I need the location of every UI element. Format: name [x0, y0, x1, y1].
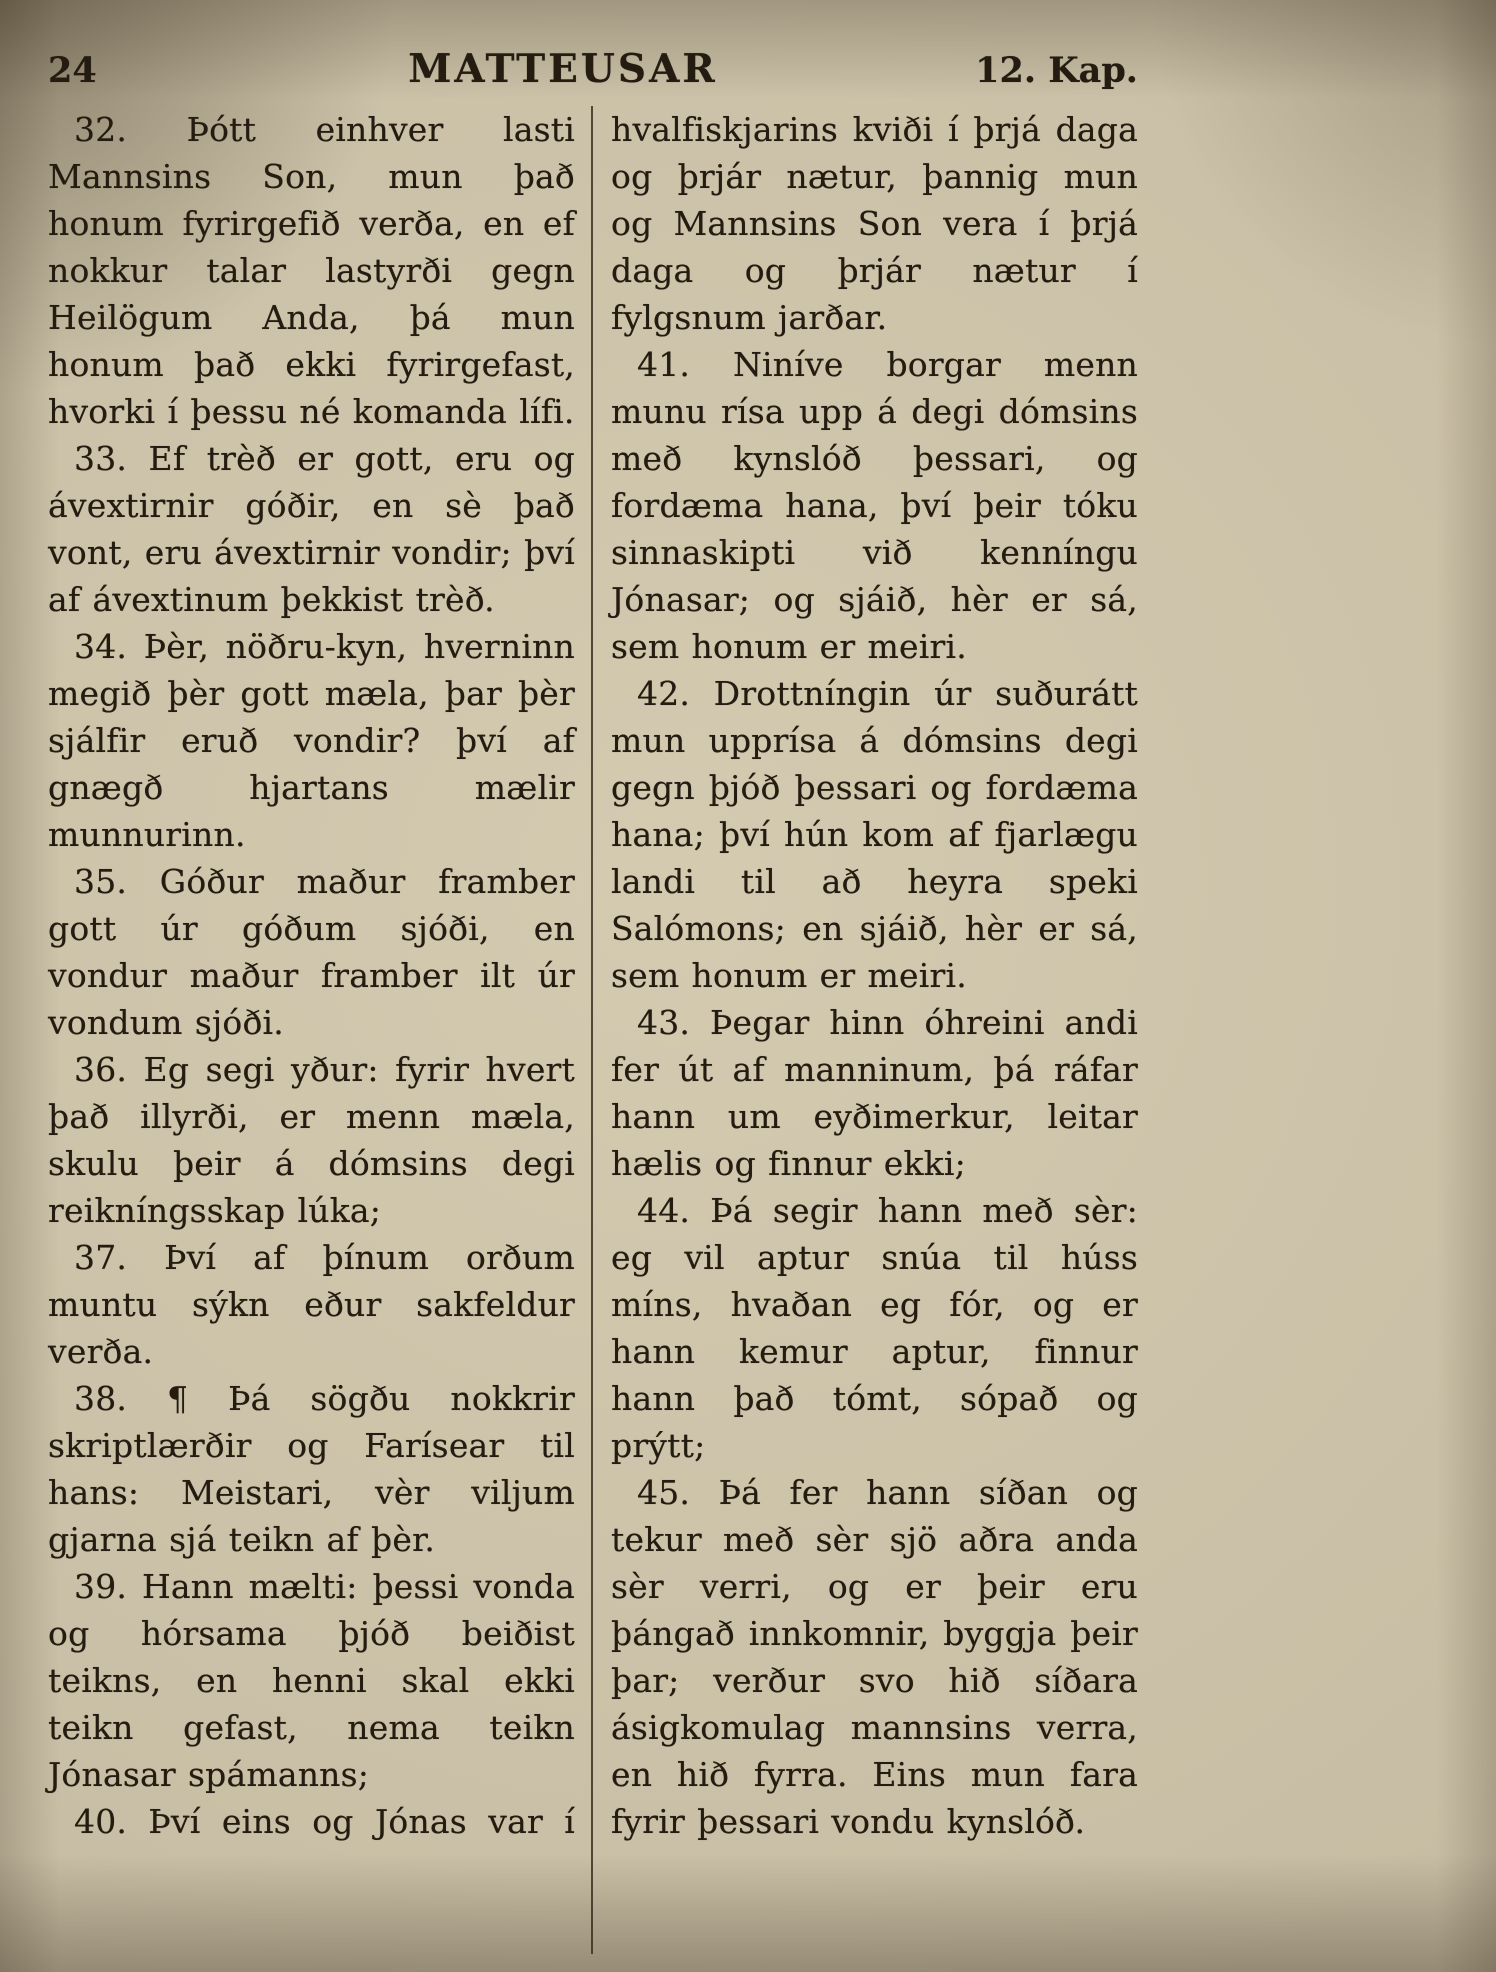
verse-35: 35. Góður maður framber gott úr góðum sjóði, en vondur maður framber ilt úr vondum sjóði. — [48, 862, 575, 1042]
page-title: MATTEUSAR — [408, 46, 718, 92]
verse-45: 45. Þá fer hann síðan og tekur með sèr sjö aðra anda sèr verri, og er þeir eru þángað innkomnir, byggja þeir þar; verður svo hið síðara ásigkomulag mannsins verra, en hið fyrra. Eins mun fara fyrir þessari vondu kynslóð. — [611, 1473, 1138, 1841]
verse-32: 32. Þótt einhver lasti Mannsins Son, mun það honum fyrirgefið verða, en ef nokkur talar lastyrði gegn Heilögum Anda, þá mun honum það ekki fyrirgefast, hvorki í þessu né komanda lífi. — [48, 110, 575, 431]
verse-37: 37. Því af þínum orðum muntu sýkn eður sakfeldur verða. — [48, 1238, 575, 1371]
verse-33: 33. Ef trèð er gott, eru og ávextirnir góðir, en sè það vont, eru ávextirnir vondir; því af ávextinum þekkist trèð. — [48, 439, 575, 619]
text-columns — [48, 106, 1138, 1954]
verse-39: 39. Hann mælti: þessi vonda og hórsama þjóð beiðist teikns, en henni skal ekki teikn gefast, nema teikn Jónasar spámanns; — [48, 1567, 575, 1794]
verse-44: 44. Þá segir hann með sèr: eg vil aptur snúa til húss míns, hvaðan eg fór, og er hann kemur aptur, finnur hann það tómt, sópað og prýtt; — [611, 1191, 1138, 1465]
verse-43: 43. Þegar hinn óhreini andi fer út af manninum, þá ráfar hann um eyðimerkur, leitar hælis og finnur ekki; — [611, 1003, 1138, 1183]
page-header — [48, 46, 1138, 92]
verse-38: 38. ¶ Þá sögðu nokkrir skriptlærðir og Farísear til hans: Meistari, vèr viljum gjarna sjá teikn af þèr. — [48, 1379, 575, 1559]
verse-40: 40. Því eins og Jónas var í — [74, 1802, 575, 1841]
page-number: 24 — [48, 50, 97, 91]
verse-41: 41. Niníve borgar menn munu rísa upp á degi dómsins með kynslóð þessari, og fordæma hana, því þeir tóku sinnaskipti við kenníngu Jónasar; og sjáið, hèr er sá, sem honum er meiri. — [611, 345, 1138, 666]
column-divider — [591, 106, 593, 1954]
verse-34: 34. Þèr, nöðru-kyn, hverninn megið þèr gott mæla, þar þèr sjálfir eruð vondir? því af gnægð hjartans mælir munnurinn. — [48, 627, 575, 854]
chapter-label: 12. Kap. — [975, 50, 1138, 91]
left-column — [48, 106, 591, 1954]
verse-40-continued: hvalfiskjarins kviði í þrjá daga og þrjár nætur, þannig mun og Mannsins Son vera í þrjá daga og þrjár nætur í fylgsnum jarðar. — [611, 110, 1138, 337]
verse-42: 42. Drottníngin úr suðurátt mun upprísa á dómsins degi gegn þjóð þessari og fordæma hana; því hún kom af fjarlægu landi til að heyra speki Salómons; en sjáið, hèr er sá, sem honum er meiri. — [611, 674, 1138, 995]
verse-36: 36. Eg segi yður: fyrir hvert það illyrði, er menn mæla, skulu þeir á dómsins degi reikníngsskap lúka; — [48, 1050, 575, 1230]
right-column — [593, 106, 1138, 1954]
